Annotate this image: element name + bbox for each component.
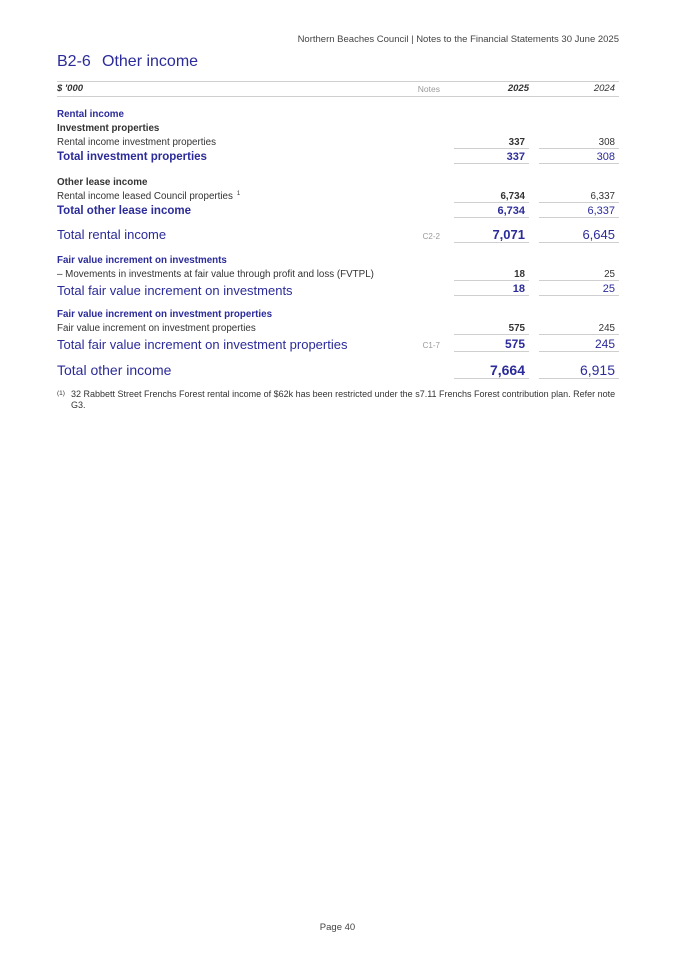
total-row: Total other lease income 6,734 6,337 — [57, 205, 619, 221]
other-lease-income-heading: Other lease income — [57, 177, 148, 188]
other-income-table — [57, 81, 619, 382]
table-row: – Movements in investments at fair value through profit and loss (FVTPL) 18 25 — [57, 269, 619, 283]
table-row: Rental income leased Council properties $^1$ 6,734 6,337 — [57, 191, 619, 205]
fv-investments-heading: Fair value increment on investments — [57, 255, 227, 266]
table-header — [57, 81, 619, 97]
section-number: B2-6 — [57, 53, 91, 70]
section-name: Other income — [102, 53, 199, 70]
total-row: Total fair value increment on investments 18 25 — [57, 283, 619, 299]
footnote-ref: 1 — [236, 191, 241, 197]
year-2025-header: 2025 — [507, 83, 529, 94]
page-number: Page 40 — [319, 922, 356, 933]
total-row: Total investment properties 337 308 — [57, 151, 619, 167]
year-2024-header: 2024 — [593, 83, 615, 94]
table-row: Rental income investment properties 337 308 — [57, 137, 619, 151]
running-header: Northern Beaches Council | Notes to the Financial Statements 30 June 2025 — [297, 34, 619, 45]
footnote — [57, 389, 617, 411]
rental-income-heading: Rental income — [57, 109, 124, 120]
notes-column-header: Notes — [417, 84, 440, 94]
total-rental-income-row: Total rental income C2-2 7,071 6,645 — [57, 227, 619, 247]
total-row: Total fair value increment on investment properties C1-7 575 245 — [57, 337, 619, 355]
fv-investment-properties-heading: Fair value increment on investment properties — [57, 309, 273, 320]
investment-properties-heading: Investment properties — [57, 123, 160, 134]
footnote-text: 32 Rabbett Street Frenchs Forest rental income of $62k has been restricted under the s7.11 Frenchs Forest contribution plan. Refer note G3. — [71, 389, 616, 410]
table-row: Fair value increment on investment properties 575 245 — [57, 323, 619, 337]
total-other-income-row: Total other income 7,664 6,915 — [57, 362, 619, 382]
section-title — [57, 53, 198, 71]
currency-unit-label: $ '000 — [57, 83, 84, 94]
footnote-mark: (1) — [57, 390, 65, 397]
